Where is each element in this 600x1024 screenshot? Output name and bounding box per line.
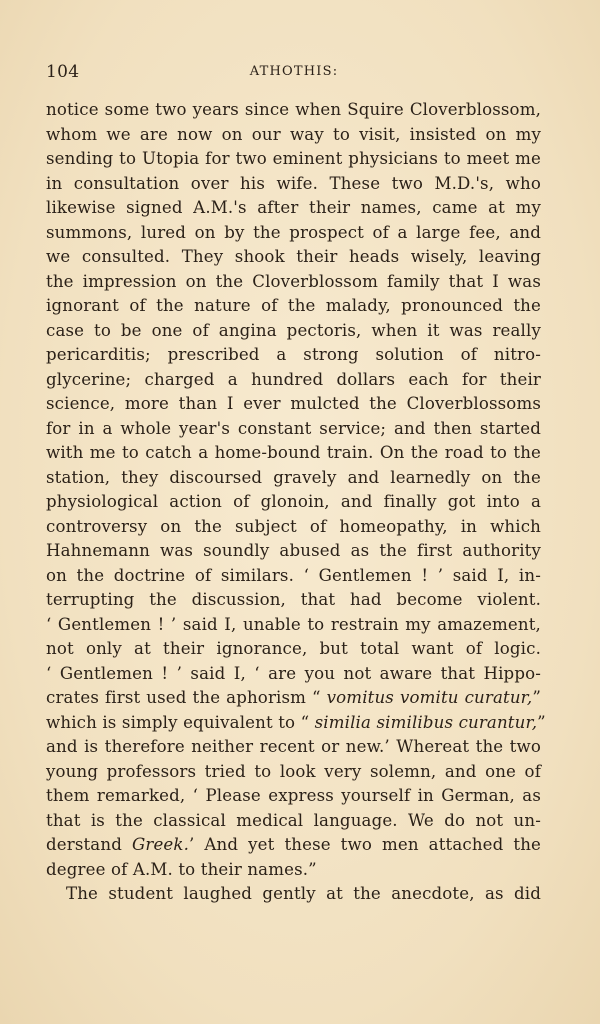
text-segment: The student laughed gently at the anecdote, as did: [66, 884, 541, 903]
text-segment: young professors tried to look very solemn, and one of: [46, 761, 541, 781]
text-segment: station, they discoursed gravely and learnedly on the: [46, 467, 541, 487]
text-segment: ‘ Gentlemen ! ’ said I, unable to restrain my amazement,: [46, 614, 541, 634]
body-text: [46, 98, 546, 907]
text-segment: ‘ Gentlemen ! ’ said I, ‘ are you not aware that Hippo-: [46, 663, 541, 683]
text-line: [46, 858, 541, 883]
text-line: [46, 637, 541, 662]
text-line: [46, 564, 541, 589]
text-line: [46, 809, 541, 834]
italic-text: vomitus vomitu curatur,: [326, 688, 533, 707]
text-line: [46, 760, 541, 785]
text-line: [46, 490, 541, 515]
text-segment: science, more than I ever mulcted the Cloverblossoms: [46, 394, 541, 413]
text-segment: controversy on the subject of homeopathy, in which: [46, 516, 541, 536]
text-segment: with me to catch a home-bound train. On the road to the: [46, 443, 541, 462]
text-line: [46, 515, 541, 540]
text-line: [46, 613, 541, 638]
text-line: [46, 392, 541, 417]
text-line: [46, 882, 541, 907]
text-segment: notice some two years since when Squire Cloverblossom,: [46, 100, 541, 119]
text-line: [46, 147, 541, 172]
text-line: [46, 686, 541, 711]
page-number: 104: [46, 62, 80, 82]
text-line: [46, 98, 541, 123]
text-line: [46, 588, 541, 613]
running-head: [46, 62, 542, 88]
text-line: [46, 417, 541, 442]
text-line: [46, 711, 546, 736]
text-segment: on the doctrine of similars. ‘ Gentlemen ! ’ said I, in-: [46, 565, 541, 585]
text-line: [46, 784, 541, 809]
text-segment: derstand: [46, 835, 132, 854]
text-segment: summons, lured on by the prospect of a large fee, and: [46, 222, 541, 242]
text-line: [46, 245, 541, 270]
text-line: [46, 539, 541, 564]
text-line: [46, 343, 541, 368]
text-segment: terrupting the discussion, that had become violent.: [46, 590, 541, 609]
text-segment: them remarked, ‘ Please express yourself in German, as: [46, 786, 541, 805]
text-line: [46, 172, 541, 197]
text-line: [46, 196, 541, 221]
text-segment: degree of A.M. to their names.”: [46, 859, 317, 879]
text-segment: ”: [537, 712, 546, 732]
text-segment: glycerine; charged a hundred dollars each for their: [46, 369, 541, 389]
text-segment: case to be one of angina pectoris, when it was really: [46, 320, 541, 340]
running-title: ATHOTHIS:: [249, 64, 339, 79]
italic-text: similia similibus curantur,: [314, 712, 538, 732]
text-line: [46, 270, 541, 295]
text-line: [46, 319, 541, 344]
text-segment: which is simply equivalent to “: [46, 712, 315, 732]
text-line: [46, 123, 541, 148]
text-line: [46, 221, 541, 246]
text-segment: for in a whole year's constant service; and then started: [46, 418, 541, 438]
text-line: [46, 662, 541, 687]
text-line: [46, 466, 541, 491]
text-segment: crates first used the aphorism “: [46, 688, 327, 707]
text-segment: ”: [532, 688, 541, 707]
text-segment: in consultation over his wife. These two M.D.'s, who: [46, 173, 541, 193]
text-segment: Hahnemann was soundly abused as the first authority: [46, 541, 541, 560]
text-segment: we consulted. They shook their heads wisely, leaving: [46, 247, 541, 266]
text-segment: physiological action of glonoin, and finally got into a: [46, 492, 541, 511]
text-line: [46, 735, 541, 760]
text-segment: whom we are now on our way to visit, insisted on my: [46, 124, 541, 144]
text-segment: ’ And yet these two men attached the: [189, 835, 542, 854]
text-segment: the impression on the Cloverblossom family that I was: [46, 271, 541, 291]
text-line: [46, 294, 541, 319]
text-segment: and is therefore neither recent or new.’ Whereat the two: [46, 737, 541, 756]
text-line: [46, 441, 541, 466]
text-segment: sending to Utopia for two eminent physicians to meet me: [46, 149, 541, 168]
text-segment: likewise signed A.M.'s after their names, came at my: [46, 198, 541, 217]
text-line: [46, 368, 541, 393]
text-segment: pericarditis; prescribed a strong solution of nitro-: [46, 345, 541, 364]
text-segment: ignorant of the nature of the malady, pronounced the: [46, 296, 541, 315]
text-segment: not only at their ignorance, but total want of logic.: [46, 639, 541, 658]
text-segment: that is the classical medical language. We do not un-: [46, 810, 541, 830]
text-line: [46, 833, 541, 858]
italic-text: Greek.: [131, 835, 190, 854]
